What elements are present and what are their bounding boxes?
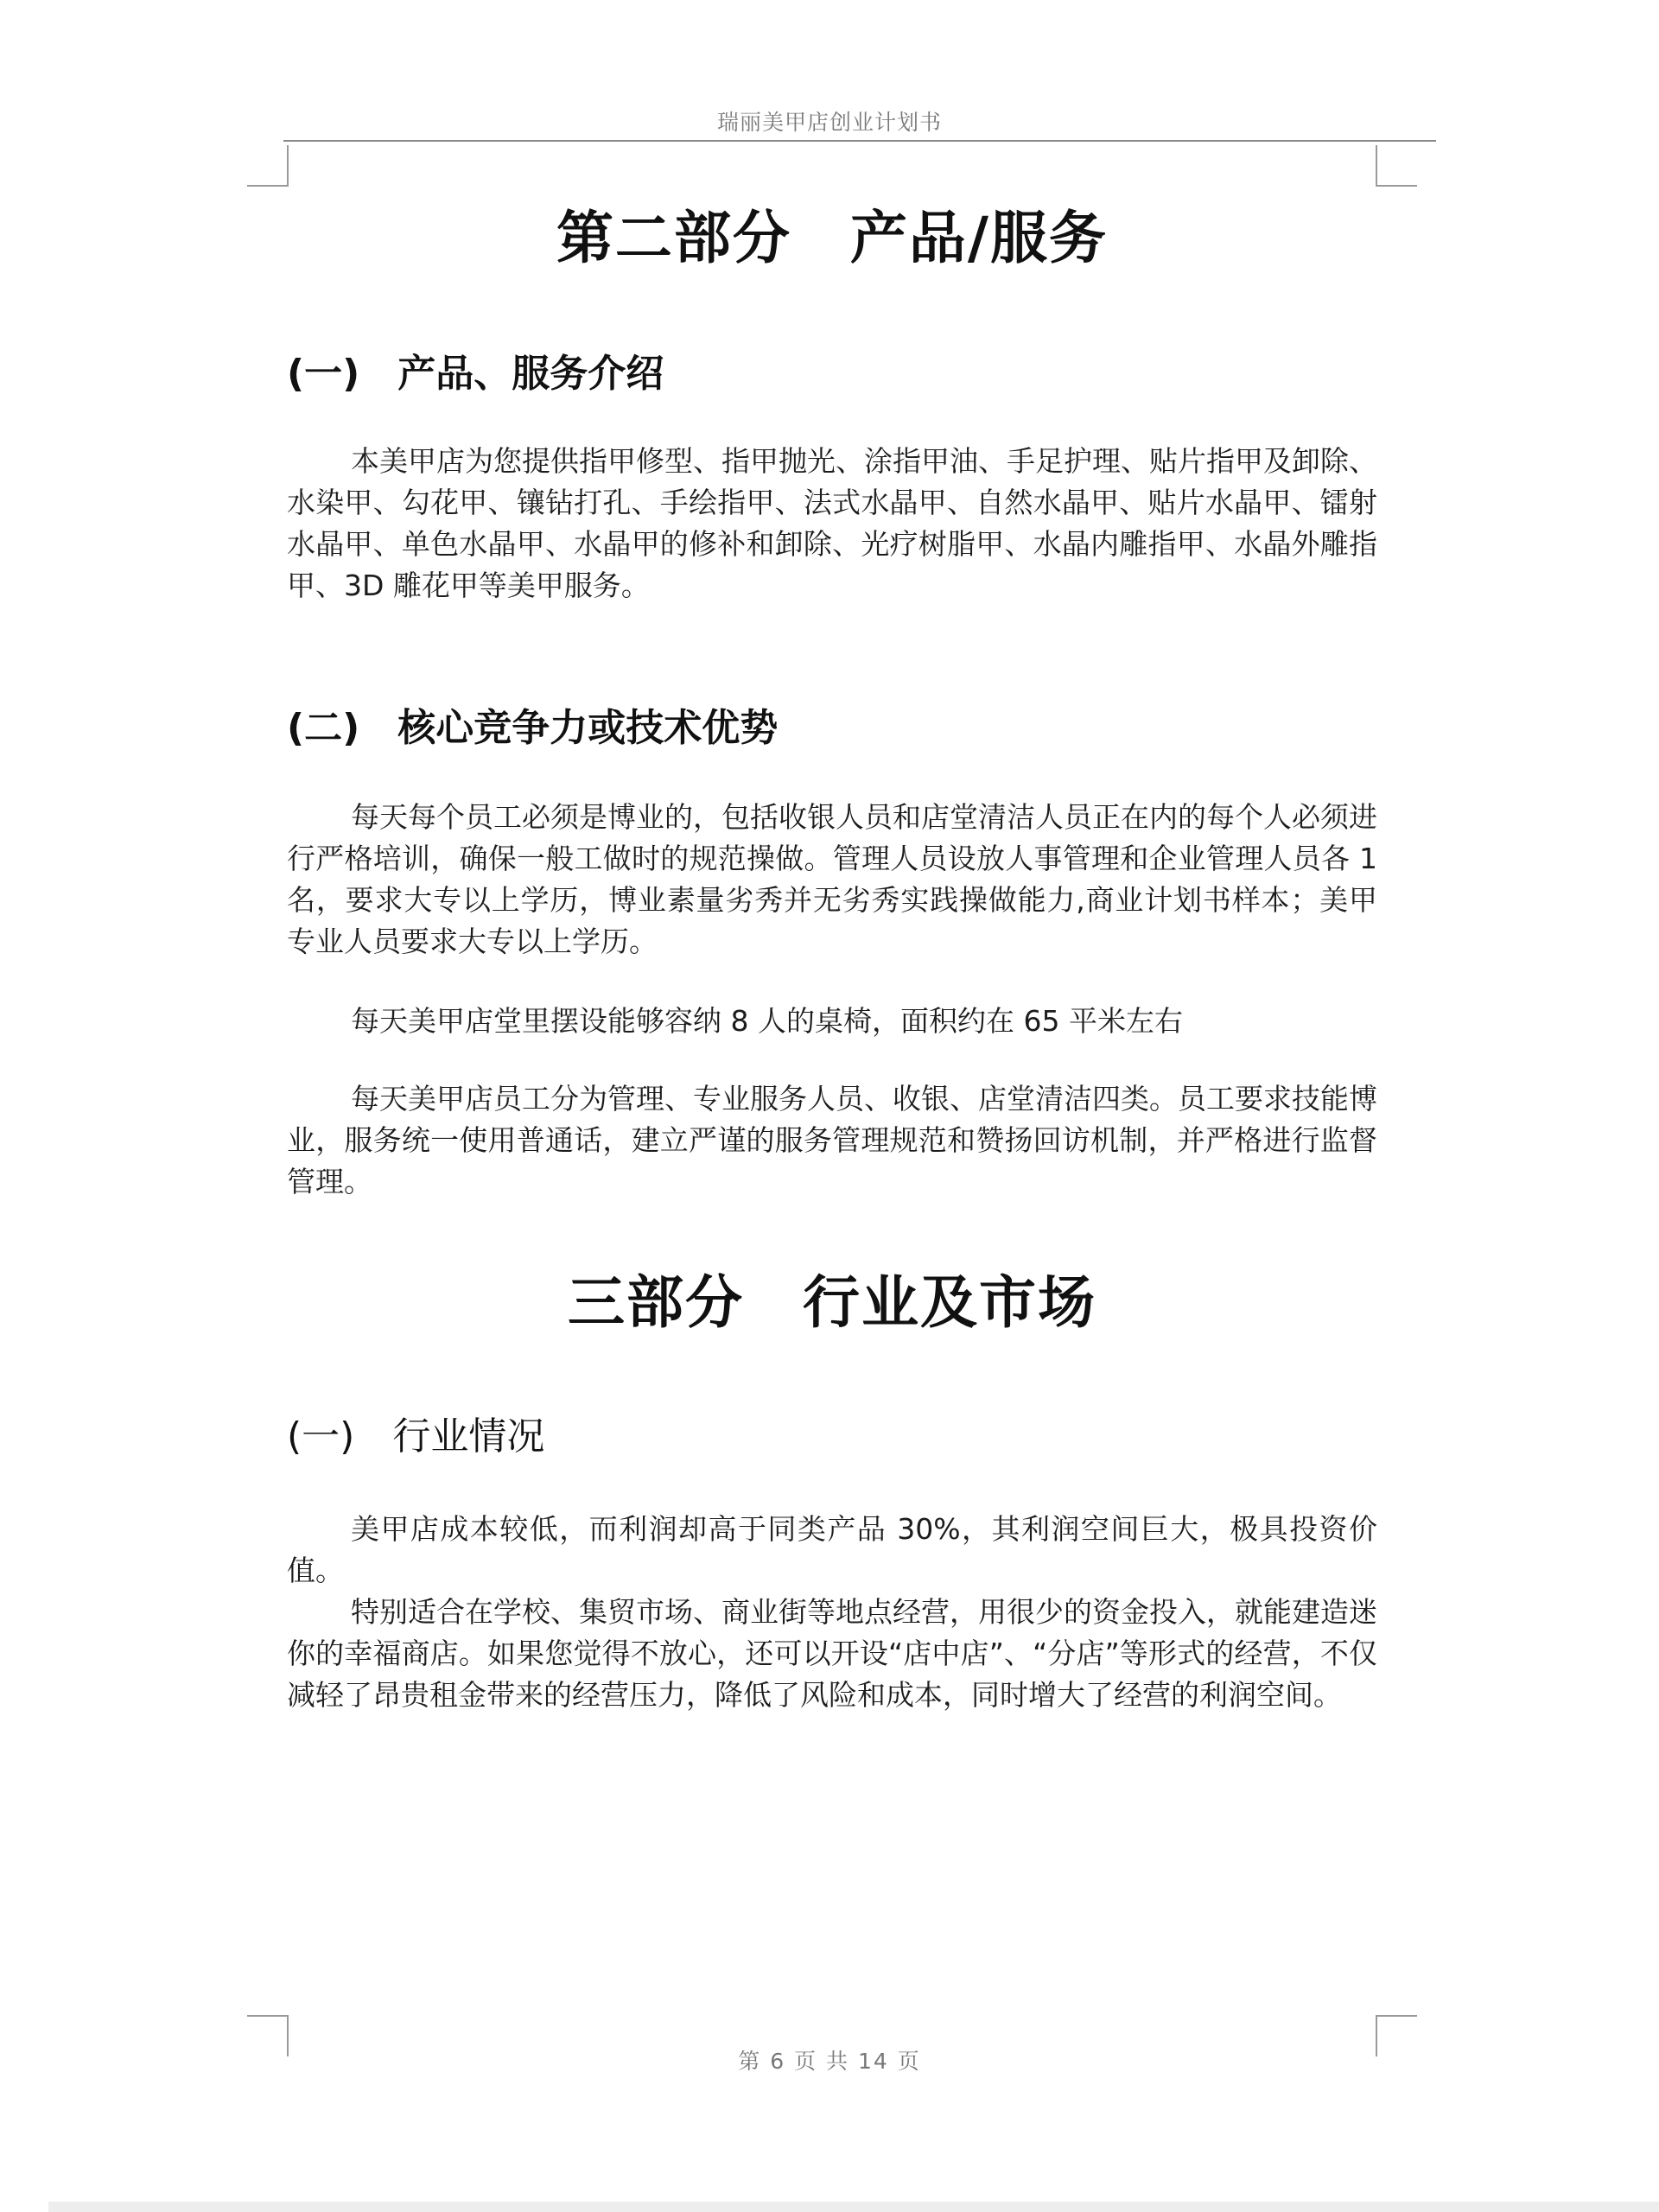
page-number-footer: 第 6 页 共 14 页 (738, 2049, 921, 2074)
part-2-title: 第二部分 产品/服务 (556, 205, 1109, 271)
section-2-2-title: (二) 核心竞争力或技术优势 (287, 706, 779, 750)
header-rule (283, 140, 1436, 142)
section-2-1-paragraph: 本美甲店为您提供指甲修型、指甲抛光、涂指甲油、手足护理、贴片指甲及卸除、水染甲、勾花甲、镶钻打孔、手绘指甲、法式水晶甲、自然水晶甲、贴片水晶甲、镭射水晶甲、单色水晶甲、水晶甲的修补和卸除、光疗树脂甲、水晶内雕指甲、水晶外雕指甲、3D 雕花甲等美甲服务。 (287, 444, 1377, 602)
section-2-2-paragraph-3: 每天美甲店员工分为管理、专业服务人员、收银、店堂清洁四类。员工要求技能博业，服务统一使用普通话，建立严谨的服务管理规范和赞扬回访机制，并严格进行监督管理。 (287, 1082, 1377, 1198)
part-3-title: 三部分 行业及市场 (568, 1269, 1096, 1336)
section-3-1-title: (一) 行业情况 (287, 1414, 545, 1459)
crop-mark-top-left (247, 145, 289, 187)
running-header: 瑞丽美甲店创业计划书 (716, 110, 942, 135)
section-2-2-paragraph-1: 每天每个员工必须是博业的，包括收银人员和店堂清洁人员正在内的每个人必须进行严格培训，确保一般工做时的规范操做。管理人员设放人事管理和企业管理人员各 1 名，要求大专以上学历，博业素量劣秀并无劣秀实践操做能力,商业计划书样本；美甲专业人员要求大专以上学历。 (287, 800, 1377, 958)
section-3-1-paragraph-1: 美甲店成本较低，而利润却高于同类产品 30%，其利润空间巨大，极具投资价值。 (287, 1512, 1377, 1587)
section-2-1-title: (一) 产品、服务介绍 (287, 352, 664, 396)
section-2-2-paragraph-2: 每天美甲店堂里摆设能够容纳 8 人的桌椅，面积约在 65 平米左右 (351, 1004, 1183, 1038)
section-3-1-paragraph-2: 特别适合在学校、集贸市场、商业街等地点经营，用很少的资金投入，就能建造迷你的幸福商店。如果您觉得不放心，还可以开设“店中店”、“分店”等形式的经营，不仅减轻了昂贵租金带来的经营压力，降低了风险和成本，同时增大了经营的利润空间。 (287, 1595, 1377, 1712)
bottom-scroll-bar (48, 2202, 1659, 2212)
crop-mark-top-right (1376, 145, 1417, 187)
